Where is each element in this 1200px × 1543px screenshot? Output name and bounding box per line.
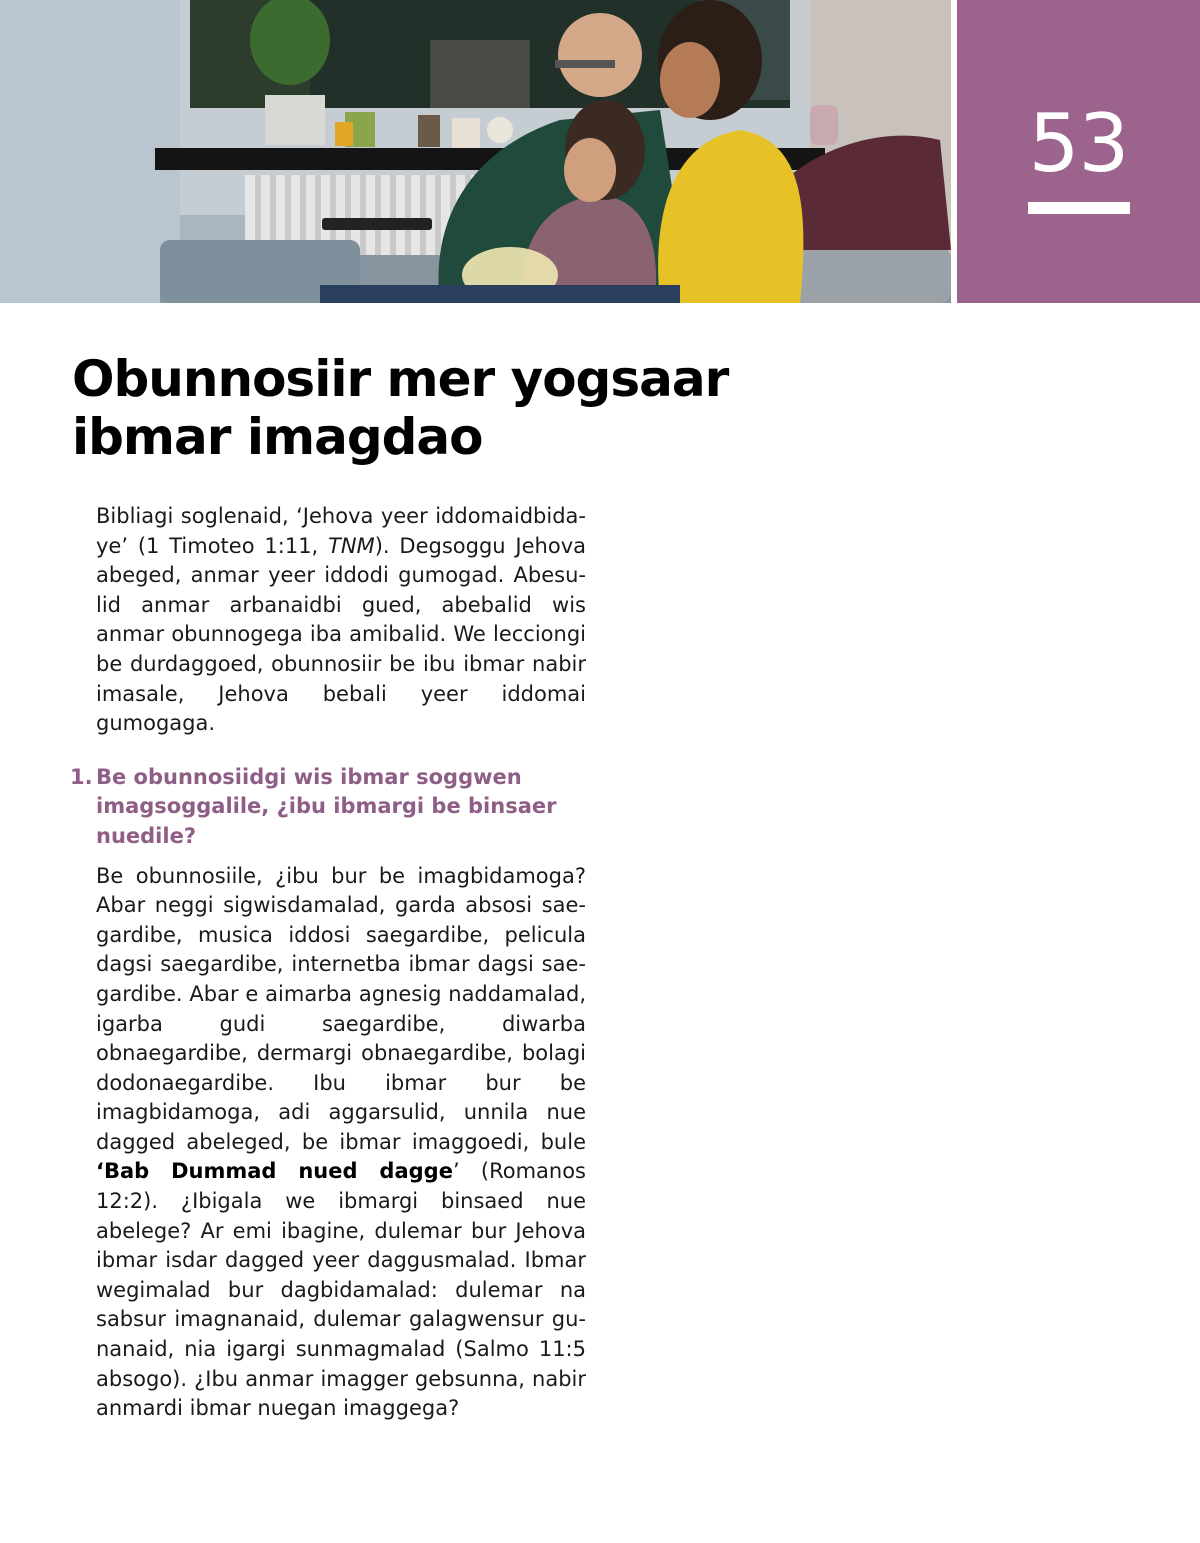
title-line-1: Obunnosiir mer yogsaar [72,350,729,408]
family-watching-tv-image [0,0,951,303]
hero-photo [0,0,951,303]
section-1-number: 1. [70,764,93,789]
page-title [72,350,772,466]
section-1-question [70,763,586,852]
left-column [70,502,586,1432]
section-1-paragraph-1: Be obunnosiile, ¿ibu bur be imagbidamoga? Abar neggi sigwisdamalad, garda absosi saegardibe, musica iddosi saegardibe, pelicula dagsi saegardibe, internetba ibmar dagsi saegardibe. Abar e aimarba agnesig naddamalad, igarba gudi saegardibe, diwarba obnaegardibe, dermargi obnaegardibe, bolagi dodonaegardibe. Ibu ibmar bur be imagbidamoga, adi aggarsulid, unnila nue dagged abeleged, be ibmar imaggoedi, bule ‘Bab Dummad nued dagge’ (Romanos 12:2). ¿Ibigala we ibmargi binsaed nue abelege? Ar emi ibagine, dulemar bur Jehova ibmar isdar dagged yeer daggusmalad. Ibmar wegimalad bur dagbidamalad: dulemar na sabsur imagnanaid, dulemar galagwensur gunanaid, nia igargi sunmagmalad (Salmo 11:5 absogo). ¿Ibu anmar imagger gebsunna, nabir anmardi ibmar nuegan imaggega? [96,863,586,1421]
intro-paragraph: Bibliagi soglenaid, ‘Jehova yeer iddomaidbidaye’ (1 Timoteo 1:11, TNM). Degsoggu Jehova abeged, anmar yeer iddodi gumogad. Abesulid anmar arbanaidbi gued, abebalid wis anmar obunnogega iba amibalid. We lecciongi be durdaggoed, obunnosiir be ibu ibmar nabir imasale, Jehova bebali yeer iddomai gumogaga. [96,504,586,736]
title-line-2: ibmar imagdao [72,408,483,466]
lesson-number-badge [957,0,1200,303]
section-1-question-text: Be obunnosiidgi wis ibmar soggwen imagsoggalile, ¿ibu ibmargi be binsaer nuedile? [96,764,557,848]
lesson-number-underline [1028,202,1130,214]
lesson-number: 53 [1028,97,1129,190]
scripture-quote: ‘Bab Dummad nued dagge [96,1159,453,1184]
translation-abbrev: TNM [328,533,375,558]
